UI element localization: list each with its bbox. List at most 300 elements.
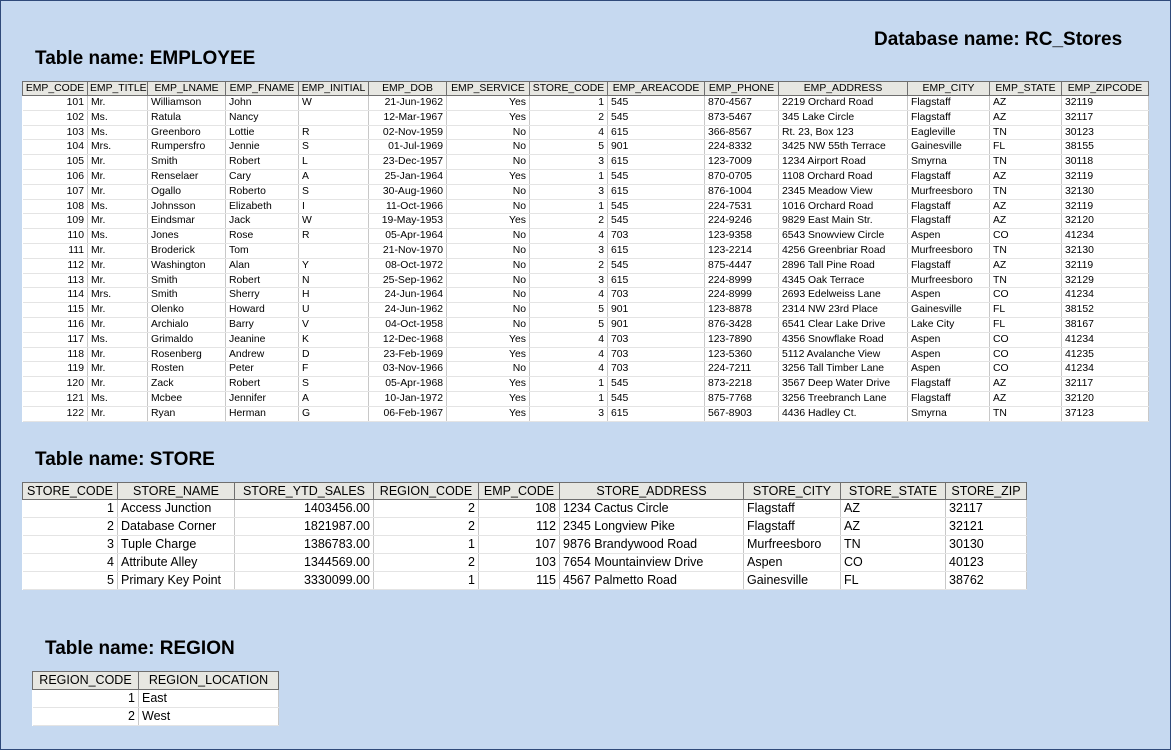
employee-cell: Mr. bbox=[88, 347, 148, 362]
employee-cell: 109 bbox=[23, 214, 88, 229]
employee-cell: 615 bbox=[608, 184, 705, 199]
employee-row bbox=[23, 155, 1149, 170]
employee-cell: Ms. bbox=[88, 110, 148, 125]
employee-cell: W bbox=[299, 214, 369, 229]
employee-cell: S bbox=[299, 184, 369, 199]
employee-cell: 30118 bbox=[1062, 155, 1149, 170]
employee-cell: 32119 bbox=[1062, 199, 1149, 214]
employee-cell: 3256 Treebranch Lane bbox=[779, 391, 908, 406]
employee-cell: Flagstaff bbox=[908, 391, 990, 406]
store-cell: Murfreesboro bbox=[744, 536, 841, 554]
employee-row bbox=[23, 258, 1149, 273]
employee-cell: Smith bbox=[148, 273, 226, 288]
store-header-row bbox=[23, 483, 1027, 500]
employee-cell: 114 bbox=[23, 288, 88, 303]
region-table-label: Table name: bbox=[45, 638, 155, 659]
employee-cell: 901 bbox=[608, 303, 705, 318]
employee-cell: 101 bbox=[23, 96, 88, 111]
employee-cell: Yes bbox=[447, 406, 530, 421]
employee-cell: Smyrna bbox=[908, 155, 990, 170]
employee-cell: 876-3428 bbox=[705, 317, 779, 332]
employee-cell: 12-Dec-1968 bbox=[369, 332, 447, 347]
store-cell: 32121 bbox=[946, 518, 1027, 536]
employee-cell: 41235 bbox=[1062, 347, 1149, 362]
employee-column-header: EMP_INITIAL bbox=[299, 82, 369, 96]
region-column-header: REGION_LOCATION bbox=[139, 672, 279, 690]
employee-cell: Mr. bbox=[88, 362, 148, 377]
employee-cell: Barry bbox=[226, 317, 299, 332]
employee-cell: 703 bbox=[608, 362, 705, 377]
employee-cell: FL bbox=[990, 303, 1062, 318]
store-cell: 2 bbox=[374, 554, 479, 572]
employee-column-header: STORE_CODE bbox=[530, 82, 608, 96]
employee-cell: Mrs. bbox=[88, 140, 148, 155]
employee-column-header: EMP_CODE bbox=[23, 82, 88, 96]
employee-column-header: EMP_SERVICE bbox=[447, 82, 530, 96]
employee-cell: 703 bbox=[608, 347, 705, 362]
employee-row bbox=[23, 406, 1149, 421]
employee-cell: 545 bbox=[608, 258, 705, 273]
employee-cell: 02-Nov-1959 bbox=[369, 125, 447, 140]
store-cell: CO bbox=[841, 554, 946, 572]
employee-cell: G bbox=[299, 406, 369, 421]
employee-cell: Flagstaff bbox=[908, 214, 990, 229]
employee-cell: 224-8999 bbox=[705, 288, 779, 303]
employee-cell: AZ bbox=[990, 96, 1062, 111]
employee-cell: 4436 Hadley Ct. bbox=[779, 406, 908, 421]
employee-cell: Herman bbox=[226, 406, 299, 421]
employee-cell: John bbox=[226, 96, 299, 111]
employee-cell: 615 bbox=[608, 155, 705, 170]
store-cell: 2 bbox=[374, 518, 479, 536]
employee-cell: CO bbox=[990, 347, 1062, 362]
employee-row bbox=[23, 199, 1149, 214]
employee-cell: 123-2214 bbox=[705, 243, 779, 258]
employee-cell: 113 bbox=[23, 273, 88, 288]
employee-cell: 3567 Deep Water Drive bbox=[779, 377, 908, 392]
employee-cell: Mr. bbox=[88, 317, 148, 332]
employee-cell: Yes bbox=[447, 347, 530, 362]
employee-cell: Washington bbox=[148, 258, 226, 273]
employee-cell: Flagstaff bbox=[908, 258, 990, 273]
employee-cell: 10-Jan-1972 bbox=[369, 391, 447, 406]
store-cell: 9876 Brandywood Road bbox=[560, 536, 744, 554]
employee-cell: 111 bbox=[23, 243, 88, 258]
store-cell: Aspen bbox=[744, 554, 841, 572]
employee-cell: 117 bbox=[23, 332, 88, 347]
region-cell: West bbox=[139, 708, 279, 726]
store-column-header: EMP_CODE bbox=[479, 483, 560, 500]
store-column-header: STORE_STATE bbox=[841, 483, 946, 500]
store-cell: Flagstaff bbox=[744, 518, 841, 536]
employee-cell: 615 bbox=[608, 406, 705, 421]
store-cell: 2 bbox=[23, 518, 118, 536]
employee-cell: Alan bbox=[226, 258, 299, 273]
employee-cell: 2345 Meadow View bbox=[779, 184, 908, 199]
employee-cell: 870-4567 bbox=[705, 96, 779, 111]
employee-cell: Renselaer bbox=[148, 169, 226, 184]
employee-cell: FL bbox=[990, 317, 1062, 332]
employee-cell: 6543 Snowview Circle bbox=[779, 229, 908, 244]
employee-cell: Robert bbox=[226, 273, 299, 288]
employee-cell: TN bbox=[990, 406, 1062, 421]
employee-table-name: EMPLOYEE bbox=[149, 48, 256, 69]
employee-cell: Mr. bbox=[88, 243, 148, 258]
store-column-header: STORE_YTD_SALES bbox=[235, 483, 374, 500]
employee-cell: 11-Oct-1966 bbox=[369, 199, 447, 214]
employee-cell: AZ bbox=[990, 110, 1062, 125]
employee-body bbox=[23, 96, 1149, 422]
store-body bbox=[23, 500, 1027, 590]
employee-cell: 3256 Tall Timber Lane bbox=[779, 362, 908, 377]
employee-cell: No bbox=[447, 243, 530, 258]
employee-cell: I bbox=[299, 199, 369, 214]
employee-cell: 703 bbox=[608, 332, 705, 347]
employee-column-header: EMP_ADDRESS bbox=[779, 82, 908, 96]
employee-cell: 5 bbox=[530, 303, 608, 318]
store-cell: 107 bbox=[479, 536, 560, 554]
store-cell: AZ bbox=[841, 518, 946, 536]
store-row bbox=[23, 536, 1027, 554]
employee-cell: 37123 bbox=[1062, 406, 1149, 421]
employee-cell: Mr. bbox=[88, 96, 148, 111]
employee-cell: 703 bbox=[608, 288, 705, 303]
employee-cell: 4 bbox=[530, 347, 608, 362]
employee-row bbox=[23, 140, 1149, 155]
employee-cell: 901 bbox=[608, 317, 705, 332]
employee-cell: 123-5360 bbox=[705, 347, 779, 362]
employee-cell: Flagstaff bbox=[908, 96, 990, 111]
employee-cell: 32119 bbox=[1062, 96, 1149, 111]
employee-cell: 38167 bbox=[1062, 317, 1149, 332]
employee-cell: Smith bbox=[148, 155, 226, 170]
employee-cell: 112 bbox=[23, 258, 88, 273]
employee-cell: F bbox=[299, 362, 369, 377]
employee-heading bbox=[35, 48, 255, 70]
employee-cell: Howard bbox=[226, 303, 299, 318]
employee-cell: CO bbox=[990, 362, 1062, 377]
employee-cell: 119 bbox=[23, 362, 88, 377]
employee-cell: 5 bbox=[530, 140, 608, 155]
store-cell: 1 bbox=[23, 500, 118, 518]
employee-cell: Eindsmar bbox=[148, 214, 226, 229]
employee-cell: TN bbox=[990, 243, 1062, 258]
employee-row bbox=[23, 229, 1149, 244]
employee-cell: 224-9246 bbox=[705, 214, 779, 229]
employee-cell: Rose bbox=[226, 229, 299, 244]
store-row bbox=[23, 518, 1027, 536]
employee-row bbox=[23, 391, 1149, 406]
employee-cell: Robert bbox=[226, 155, 299, 170]
store-cell: 1234 Cactus Circle bbox=[560, 500, 744, 518]
employee-column-header: EMP_ZIPCODE bbox=[1062, 82, 1149, 96]
employee-cell: 19-May-1953 bbox=[369, 214, 447, 229]
employee-cell: Williamson bbox=[148, 96, 226, 111]
employee-cell: Ryan bbox=[148, 406, 226, 421]
employee-cell: 873-5467 bbox=[705, 110, 779, 125]
employee-cell: 32130 bbox=[1062, 184, 1149, 199]
employee-cell: 1 bbox=[530, 199, 608, 214]
employee-cell: 25-Jan-1964 bbox=[369, 169, 447, 184]
employee-cell: 2219 Orchard Road bbox=[779, 96, 908, 111]
store-cell: 30130 bbox=[946, 536, 1027, 554]
store-heading bbox=[35, 449, 215, 471]
employee-cell: CO bbox=[990, 229, 1062, 244]
employee-cell: 21-Jun-1962 bbox=[369, 96, 447, 111]
employee-cell: 23-Feb-1969 bbox=[369, 347, 447, 362]
employee-cell: 41234 bbox=[1062, 362, 1149, 377]
store-cell: 5 bbox=[23, 572, 118, 590]
employee-cell: 32117 bbox=[1062, 377, 1149, 392]
employee-cell: 9829 East Main Str. bbox=[779, 214, 908, 229]
store-column-header: STORE_NAME bbox=[118, 483, 235, 500]
store-cell: Gainesville bbox=[744, 572, 841, 590]
employee-cell: U bbox=[299, 303, 369, 318]
employee-cell: Robert bbox=[226, 377, 299, 392]
employee-cell: FL bbox=[990, 140, 1062, 155]
database-name: RC_Stores bbox=[1025, 29, 1123, 50]
store-cell: Attribute Alley bbox=[118, 554, 235, 572]
employee-cell: Jack bbox=[226, 214, 299, 229]
employee-cell: Rt. 23, Box 123 bbox=[779, 125, 908, 140]
employee-cell: Yes bbox=[447, 96, 530, 111]
employee-cell: No bbox=[447, 362, 530, 377]
store-cell: AZ bbox=[841, 500, 946, 518]
store-column-header: STORE_CODE bbox=[23, 483, 118, 500]
employee-cell: Ms. bbox=[88, 391, 148, 406]
region-heading bbox=[45, 638, 235, 660]
employee-cell: Flagstaff bbox=[908, 199, 990, 214]
employee-cell: A bbox=[299, 391, 369, 406]
employee-cell: Ms. bbox=[88, 229, 148, 244]
employee-cell: 901 bbox=[608, 140, 705, 155]
employee-cell: 615 bbox=[608, 243, 705, 258]
store-cell: 3 bbox=[23, 536, 118, 554]
store-cell: TN bbox=[841, 536, 946, 554]
employee-cell: 3 bbox=[530, 184, 608, 199]
employee-cell: Lake City bbox=[908, 317, 990, 332]
employee-cell: K bbox=[299, 332, 369, 347]
employee-cell: CO bbox=[990, 332, 1062, 347]
employee-cell: 224-7211 bbox=[705, 362, 779, 377]
employee-cell: No bbox=[447, 140, 530, 155]
employee-cell: 41234 bbox=[1062, 229, 1149, 244]
store-cell: 38762 bbox=[946, 572, 1027, 590]
employee-column-header: EMP_FNAME bbox=[226, 82, 299, 96]
employee-cell: 5 bbox=[530, 317, 608, 332]
employee-cell: Ms. bbox=[88, 125, 148, 140]
store-column-header: STORE_ADDRESS bbox=[560, 483, 744, 500]
employee-cell: R bbox=[299, 125, 369, 140]
employee-cell: 25-Sep-1962 bbox=[369, 273, 447, 288]
employee-cell: Murfreesboro bbox=[908, 184, 990, 199]
store-cell: 1344569.00 bbox=[235, 554, 374, 572]
store-cell: Tuple Charge bbox=[118, 536, 235, 554]
employee-cell: 123-9358 bbox=[705, 229, 779, 244]
employee-cell: 875-4447 bbox=[705, 258, 779, 273]
employee-cell: No bbox=[447, 184, 530, 199]
store-cell: Database Corner bbox=[118, 518, 235, 536]
employee-cell: 21-Nov-1970 bbox=[369, 243, 447, 258]
employee-cell: Sherry bbox=[226, 288, 299, 303]
employee-cell: Aspen bbox=[908, 229, 990, 244]
employee-cell: Aspen bbox=[908, 362, 990, 377]
employee-cell: Gainesville bbox=[908, 303, 990, 318]
employee-cell: 41234 bbox=[1062, 332, 1149, 347]
employee-cell: L bbox=[299, 155, 369, 170]
employee-cell: Greenboro bbox=[148, 125, 226, 140]
employee-cell: Rosenberg bbox=[148, 347, 226, 362]
employee-cell: 1108 Orchard Road bbox=[779, 169, 908, 184]
employee-cell: TN bbox=[990, 125, 1062, 140]
employee-cell bbox=[299, 110, 369, 125]
employee-cell: No bbox=[447, 258, 530, 273]
employee-cell: Jennie bbox=[226, 140, 299, 155]
employee-cell: 615 bbox=[608, 273, 705, 288]
employee-cell: No bbox=[447, 125, 530, 140]
employee-cell: 123-8878 bbox=[705, 303, 779, 318]
employee-cell: TN bbox=[990, 155, 1062, 170]
employee-cell: R bbox=[299, 229, 369, 244]
employee-cell: Yes bbox=[447, 214, 530, 229]
employee-cell: 567-8903 bbox=[705, 406, 779, 421]
employee-row bbox=[23, 347, 1149, 362]
employee-cell: 104 bbox=[23, 140, 88, 155]
employee-cell: Mr. bbox=[88, 273, 148, 288]
store-cell: 108 bbox=[479, 500, 560, 518]
database-heading bbox=[874, 29, 1122, 51]
employee-column-header: EMP_AREACODE bbox=[608, 82, 705, 96]
employee-cell: Peter bbox=[226, 362, 299, 377]
employee-cell: 121 bbox=[23, 391, 88, 406]
store-cell: 1821987.00 bbox=[235, 518, 374, 536]
employee-cell: 1 bbox=[530, 169, 608, 184]
employee-cell: Aspen bbox=[908, 347, 990, 362]
store-column-header: STORE_ZIP bbox=[946, 483, 1027, 500]
employee-cell: 4 bbox=[530, 125, 608, 140]
employee-column-header: EMP_DOB bbox=[369, 82, 447, 96]
employee-column-header: EMP_PHONE bbox=[705, 82, 779, 96]
store-cell: 1 bbox=[374, 572, 479, 590]
employee-cell: Yes bbox=[447, 169, 530, 184]
employee-cell: 38155 bbox=[1062, 140, 1149, 155]
employee-cell: 107 bbox=[23, 184, 88, 199]
employee-cell: Mr. bbox=[88, 155, 148, 170]
employee-cell: Mr. bbox=[88, 406, 148, 421]
employee-cell: 4345 Oak Terrace bbox=[779, 273, 908, 288]
employee-cell: 123-7009 bbox=[705, 155, 779, 170]
employee-cell: 32120 bbox=[1062, 214, 1149, 229]
employee-cell: 102 bbox=[23, 110, 88, 125]
employee-header-row bbox=[23, 82, 1149, 96]
employee-cell: 366-8567 bbox=[705, 125, 779, 140]
employee-cell: TN bbox=[990, 184, 1062, 199]
employee-cell: 4 bbox=[530, 229, 608, 244]
employee-cell: 545 bbox=[608, 214, 705, 229]
employee-cell: 122 bbox=[23, 406, 88, 421]
employee-cell: Aspen bbox=[908, 332, 990, 347]
employee-cell: 04-Oct-1958 bbox=[369, 317, 447, 332]
employee-cell: V bbox=[299, 317, 369, 332]
employee-cell: Flagstaff bbox=[908, 169, 990, 184]
store-cell: 2 bbox=[374, 500, 479, 518]
employee-cell: Gainesville bbox=[908, 140, 990, 155]
region-row bbox=[33, 708, 279, 726]
employee-cell: No bbox=[447, 155, 530, 170]
employee-cell: 12-Mar-1967 bbox=[369, 110, 447, 125]
employee-cell: Ogallo bbox=[148, 184, 226, 199]
store-cell: 103 bbox=[479, 554, 560, 572]
store-cell: Access Junction bbox=[118, 500, 235, 518]
employee-cell: 2 bbox=[530, 214, 608, 229]
employee-cell: 615 bbox=[608, 125, 705, 140]
store-cell: 115 bbox=[479, 572, 560, 590]
employee-cell: D bbox=[299, 347, 369, 362]
employee-cell: AZ bbox=[990, 258, 1062, 273]
employee-cell: No bbox=[447, 317, 530, 332]
store-table-name: STORE bbox=[149, 449, 215, 470]
employee-cell: 224-7531 bbox=[705, 199, 779, 214]
employee-cell: 2 bbox=[530, 110, 608, 125]
employee-cell: Yes bbox=[447, 332, 530, 347]
employee-cell: Murfreesboro bbox=[908, 243, 990, 258]
employee-cell: Flagstaff bbox=[908, 377, 990, 392]
employee-cell: 545 bbox=[608, 199, 705, 214]
employee-cell: 2314 NW 23rd Place bbox=[779, 303, 908, 318]
store-cell: 2345 Longview Pike bbox=[560, 518, 744, 536]
employee-cell: Archialo bbox=[148, 317, 226, 332]
employee-row bbox=[23, 288, 1149, 303]
employee-cell: 2896 Tall Pine Road bbox=[779, 258, 908, 273]
employee-column-header: EMP_STATE bbox=[990, 82, 1062, 96]
employee-cell: No bbox=[447, 229, 530, 244]
employee-cell: 703 bbox=[608, 229, 705, 244]
employee-cell: 32119 bbox=[1062, 169, 1149, 184]
employee-cell: 1016 Orchard Road bbox=[779, 199, 908, 214]
employee-cell: Flagstaff bbox=[908, 110, 990, 125]
employee-cell: 4 bbox=[530, 288, 608, 303]
store-row bbox=[23, 572, 1027, 590]
employee-row bbox=[23, 273, 1149, 288]
employee-cell: 545 bbox=[608, 96, 705, 111]
store-cell: 112 bbox=[479, 518, 560, 536]
employee-cell: Olenko bbox=[148, 303, 226, 318]
employee-row bbox=[23, 184, 1149, 199]
employee-cell: 123-7890 bbox=[705, 332, 779, 347]
employee-cell: Jeanine bbox=[226, 332, 299, 347]
employee-cell: 345 Lake Circle bbox=[779, 110, 908, 125]
employee-cell: 05-Apr-1964 bbox=[369, 229, 447, 244]
employee-cell: Yes bbox=[447, 377, 530, 392]
employee-cell: Mr. bbox=[88, 214, 148, 229]
employee-cell: 01-Jul-1969 bbox=[369, 140, 447, 155]
store-cell: 4 bbox=[23, 554, 118, 572]
employee-cell: 120 bbox=[23, 377, 88, 392]
employee-cell: Jones bbox=[148, 229, 226, 244]
employee-cell: Mrs. bbox=[88, 288, 148, 303]
employee-row bbox=[23, 125, 1149, 140]
employee-cell: N bbox=[299, 273, 369, 288]
employee-cell: 03-Nov-1966 bbox=[369, 362, 447, 377]
employee-cell: Eagleville bbox=[908, 125, 990, 140]
employee-cell: 876-1004 bbox=[705, 184, 779, 199]
region-table bbox=[32, 671, 279, 726]
employee-cell: 3 bbox=[530, 243, 608, 258]
employee-cell: 545 bbox=[608, 377, 705, 392]
employee-column-header: EMP_LNAME bbox=[148, 82, 226, 96]
store-cell: 32117 bbox=[946, 500, 1027, 518]
employee-cell: Yes bbox=[447, 391, 530, 406]
